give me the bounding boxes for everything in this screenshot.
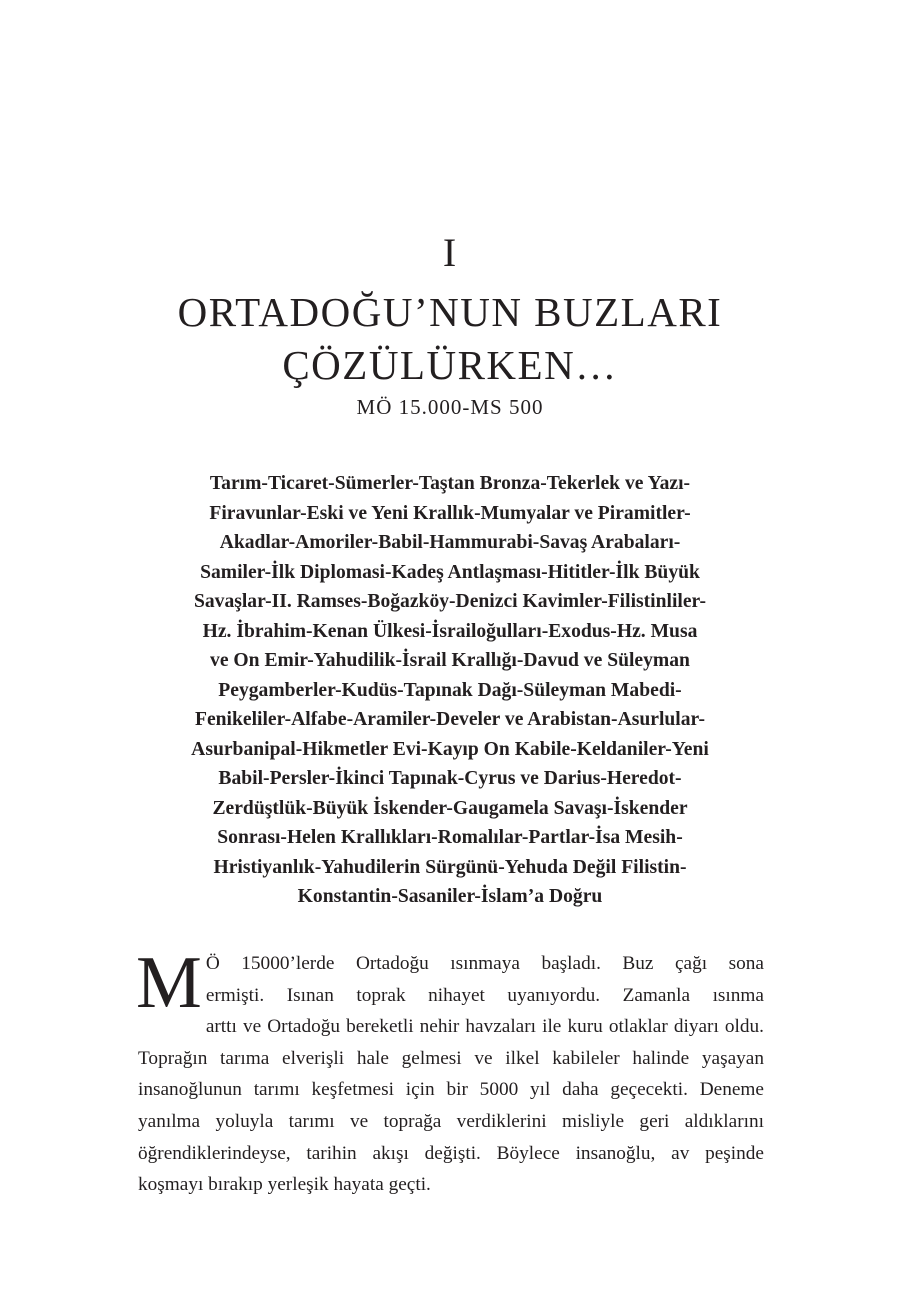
body-paragraph: [136, 942, 764, 1201]
paragraph-line: Ö 15000’lerde Ortadoğu ısınmaya başladı. Buz çağı sona: [205, 953, 764, 974]
paragraph-line: koşmayı bırakıp yerleşik hayata geçti.: [138, 1174, 431, 1196]
paragraph-line: arttı ve Ortadoğu bereketli nehir havzaları ile kuru otlaklar diyarı oldu.: [205, 1016, 764, 1038]
topics-line: Hz. İbrahim-Kenan Ülkesi-İsrailoğulları-Exodus-Hz. Musa: [202, 620, 698, 642]
paragraph-line: öğrendiklerindeyse, tarihin akışı değişti. Böylece insanoğlu, av peşinde: [138, 1142, 764, 1164]
topics-line: Savaşlar-II. Ramses-Boğazköy-Denizci Kavimler-Filistinliler-: [193, 591, 707, 612]
topics-line: Babil-Persler-İkinci Tapınak-Cyrus ve Darius-Heredot-: [218, 768, 682, 789]
topics-line: Asurbanipal-Hikmetler Evi-Kayıp On Kabile-Keldaniler-Yeni: [191, 738, 709, 760]
chapter-title-line: ORTADOĞU’NUN BUZLARI: [177, 289, 723, 335]
topics-line: Sonrası-Helen Krallıkları-Romalılar-Partlar-İsa Mesih-: [217, 827, 683, 848]
paragraph-line: yanılma yoluyla tarımı ve toprağa verdiklerini misliyle geri aldıklarını: [138, 1110, 764, 1132]
topics-line: Fenikeliler-Alfabe-Aramiler-Develer ve Arabistan-Asurlular-: [194, 709, 706, 730]
chapter-title: [0, 286, 900, 392]
chapter-date-range: MÖ 15.000-MS 500: [356, 395, 544, 419]
chapter-title-line: ÇÖZÜLÜRKEN…: [282, 342, 618, 388]
topics-line: ve On Emir-Yahudilik-İsrail Krallığı-Davud ve Süleyman: [210, 650, 690, 671]
topics-line: Konstantin-Sasaniler-İslam’a Doğru: [297, 886, 603, 907]
paragraph-line: ermişti. Isınan toprak nihayet uyanıyordu. Zamanla ısınma: [205, 984, 764, 1006]
topics-line: Samiler-İlk Diplomasi-Kadeş Antlaşması-Hititler-İlk Büyük: [200, 561, 700, 583]
topics-line: Hristiyanlık-Yahudilerin Sürgünü-Yehuda Değil Filistin-: [213, 856, 687, 878]
topics-line: Peygamberler-Kudüs-Tapınak Dağı-Süleyman Mabedi-: [218, 679, 682, 701]
chapter-header: [0, 226, 900, 420]
paragraph-line: insanoğlunun tarımı keşfetmesi için bir 5000 yıl daha geçecekti. Deneme: [138, 1079, 764, 1101]
topics-line: Tarım-Ticaret-Sümerler-Taştan Bronza-Tekerlek ve Yazı-: [209, 473, 691, 494]
chapter-number: I: [442, 230, 458, 275]
drop-cap: M: [136, 942, 202, 1024]
chapter-topics-list: [120, 469, 780, 912]
paragraph-line: Toprağın tarıma elverişli hale gelmesi ve ilkel kabileler halinde yaşayan: [138, 1047, 764, 1069]
topics-line: Firavunlar-Eski ve Yeni Krallık-Mumyalar ve Piramitler-: [209, 502, 691, 524]
topics-line: Akadlar-Amoriler-Babil-Hammurabi-Savaş Arabaları-: [219, 532, 681, 553]
topics-line: Zerdüştlük-Büyük İskender-Gaugamela Savaşı-İskender: [212, 797, 688, 819]
